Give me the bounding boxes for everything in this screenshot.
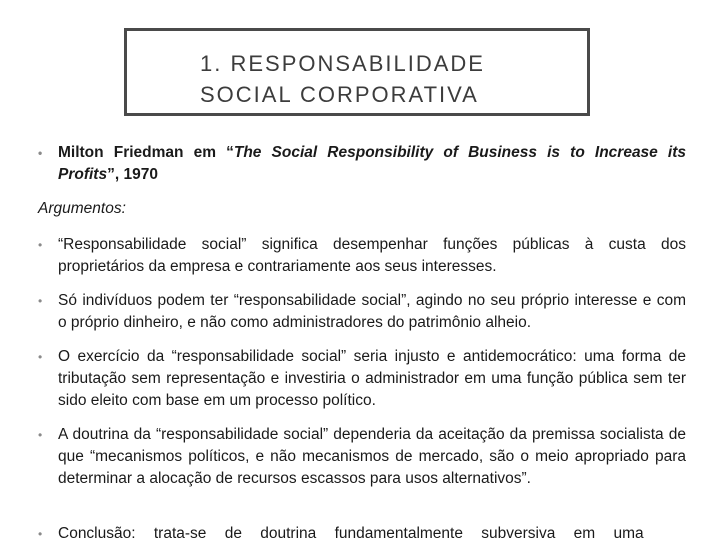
- argument-text: O exercício da “responsabilidade social” seria injusto e antidemocrático: uma forma de tributação sem representação e investiria o administrador em uma função pública sem ter sido eleito com base em um processo político.: [58, 348, 686, 409]
- slide-title-line-2: SOCIAL CORPORATIVA: [200, 82, 479, 107]
- argument-text: A doutrina da “responsabilidade social” dependeria da aceitação da premissa socialista de que “mecanismos políticos, e não mecanismos de mercado, são o meio apropriado para determinar a alocação de recursos escassos para usos alternativos”.: [58, 426, 686, 487]
- conclusion-text: Conclusão: trata-se de doutrina fundamentalmente subversiva em uma: [58, 525, 644, 540]
- truncated-bullet: [38, 523, 686, 540]
- bullet-dot: •: [38, 527, 43, 540]
- bullet-dot: •: [38, 350, 43, 364]
- slide-title-line-1: 1. RESPONSABILIDADE: [200, 51, 485, 76]
- bullet-dot: •: [38, 238, 43, 252]
- friedman-prefix: Milton Friedman em “: [58, 144, 234, 161]
- argument-item: [38, 234, 686, 278]
- bullet-dot: •: [38, 294, 43, 308]
- slide-body: [38, 142, 686, 502]
- argument-item: [38, 346, 686, 412]
- title-box: [124, 28, 590, 116]
- arguments-label: Argumentos:: [38, 200, 126, 217]
- friedman-suffix: ”, 1970: [107, 166, 158, 183]
- argument-text: “Responsabilidade social” significa desempenhar funções públicas à custa dos proprietários da empresa e contrariamente aos seus interesses.: [58, 236, 686, 275]
- argument-item: [38, 424, 686, 490]
- friedman-reference: [38, 142, 686, 186]
- bullet-dot: •: [38, 428, 43, 442]
- bullet-dot: •: [38, 146, 43, 160]
- argument-item: [38, 290, 686, 334]
- argument-text: Só indivíduos podem ter “responsabilidade social”, agindo no seu próprio interesse e com o próprio dinheiro, e não como administradores do patrimônio alheio.: [58, 292, 686, 331]
- friedman-work-title: The Social Responsibility of Business is to Increase its Profits: [58, 144, 686, 183]
